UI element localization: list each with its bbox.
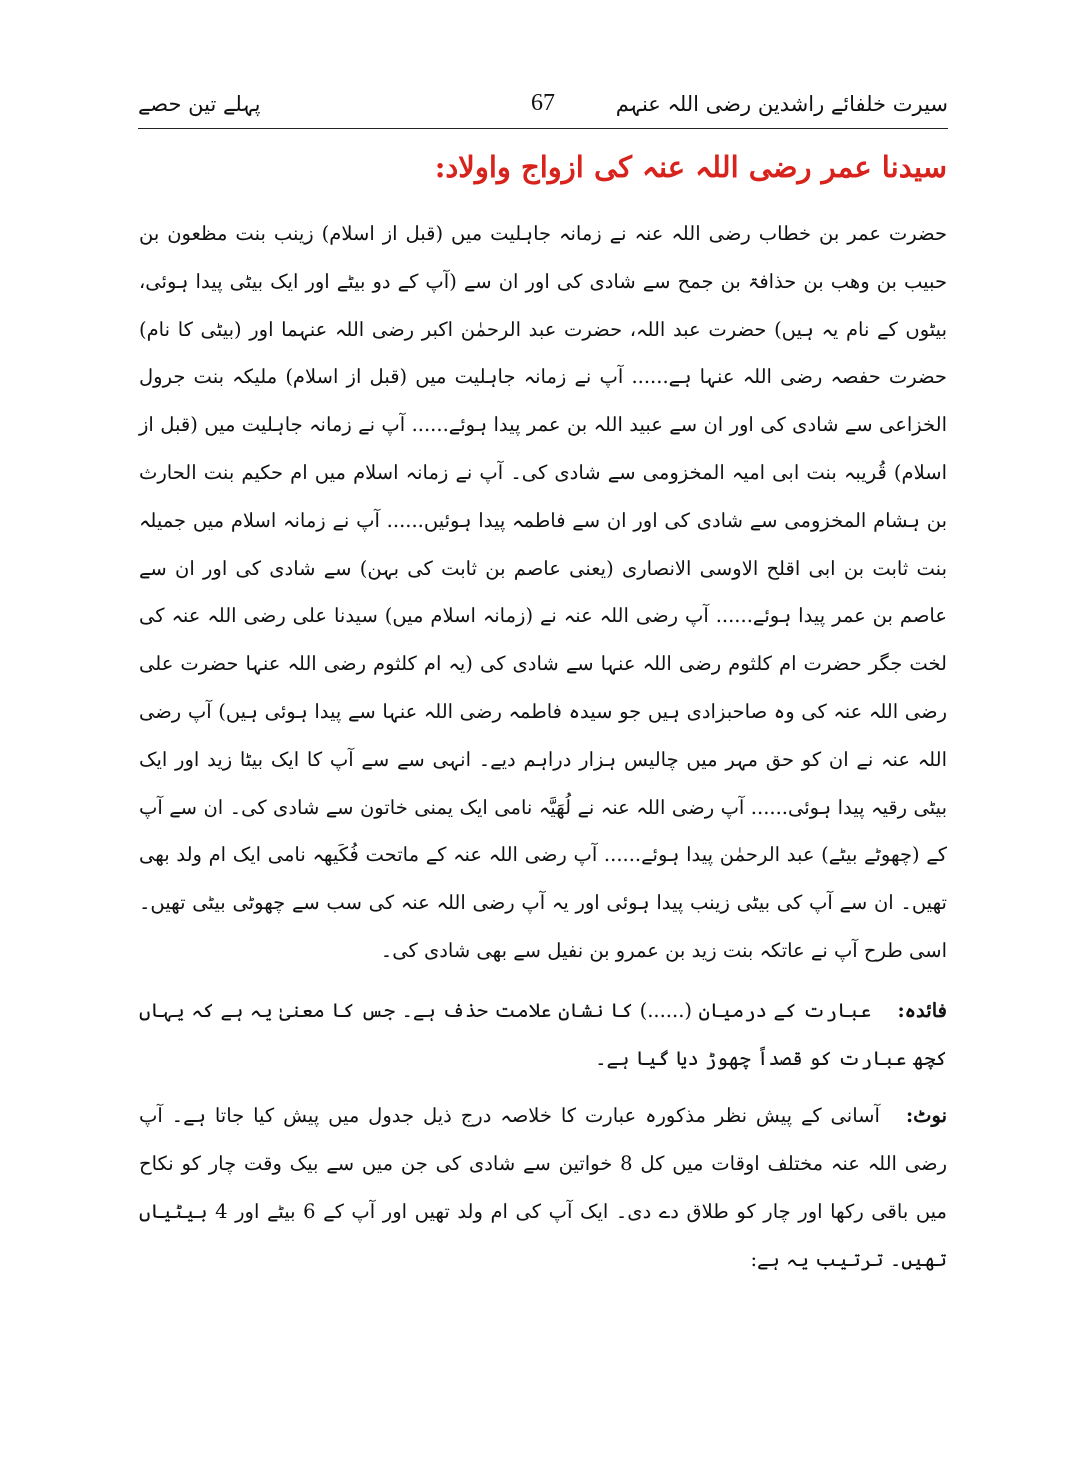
fayda-note: [139, 987, 947, 1083]
main-paragraph: حضرت عمر بن خطاب رضی اللہ عنہ نے زمانہ جاہلیت میں (قبل از اسلام) زینب بنت مظعون بن حبیب بن وھب بن حذافۃ بن جمح سے شادی کی اور ان سے (آپ کے دو بیٹے اور ایک بیٹی پیدا ہوئی، بیٹوں کے نام یہ ہیں) حضرت عبد اللہ، حضرت عبد الرحمٰن اکبر رضی اللہ عنہما اور (بیٹی کا نام) حضرت حفصہ رضی اللہ عنہا ہے...... آپ نے زمانہ جاہلیت میں (قبل از اسلام) ملیکہ بنت جرول الخزاعی سے شادی کی اور ان سے عبید اللہ بن عمر پیدا ہوئے...... آپ نے زمانہ جاہلیت میں (قبل از اسلام) قُریبہ بنت ابی امیہ المخزومی سے شادی کی۔ آپ نے زمانہ اسلام میں ام حکیم بنت الحارث بن ہشام المخزومی سے شادی کی اور ان سے فاطمہ پیدا ہوئیں...... آپ نے زمانہ اسلام میں جمیلہ بنت ثابت بن ابی اقلح الاوسی الانصاری (یعنی عاصم بن ثابت کی بہن) سے شادی کی اور ان سے عاصم بن عمر پیدا ہوئے...... آپ رضی اللہ عنہ نے (زمانہ اسلام میں) سیدنا علی رضی اللہ عنہ کی لخت جگر حضرت ام کلثوم رضی اللہ عنہا سے شادی کی (یہ ام کلثوم رضی اللہ عنہا حضرت علی رضی اللہ عنہ کی وہ صاحبزادی ہیں جو سیدہ فاطمہ رضی اللہ عنہا سے پیدا ہوئی ہیں) آپ رضی اللہ عنہ نے ان کو حق مہر میں چالیس ہزار دراہم دیے۔ انہی سے سے آپ کا ایک بیٹا زید اور ایک بیٹی رقیہ پیدا ہوئی...... آپ رضی اللہ عنہ نے لُھَیَّہ نامی ایک یمنی خاتون سے شادی کی۔ ان سے آپ کے (چھوٹے بیٹے) عبد الرحمٰن پیدا ہوئے...... آپ رضی اللہ عنہ کے ماتحت فُکَیھہ نامی ایک ام ولد بھی تھیں۔ ان سے آپ کی بیٹی زینب پیدا ہوئی اور یہ آپ رضی اللہ عنہ کی سب سے چھوٹی بیٹی تھیں۔ اسی طرح آپ نے عاتکہ بنت زید بن عمرو بن نفیل سے بھی شادی کی۔: [139, 222, 948, 962]
book-title: سیرت خلفائے راشدین رضی اللہ عنہم: [615, 92, 948, 116]
body-text: [139, 210, 947, 1284]
part-label: پہلے تین حصے: [138, 92, 261, 116]
page-number: 67: [531, 90, 555, 116]
running-header: [138, 88, 948, 129]
section-title: سیدنا عمر رضی اللہ عنہ کی ازواج واولاد:: [434, 150, 947, 184]
fayda-label: فائدہ:: [897, 998, 947, 1022]
note-label: نوٹ:: [905, 1104, 947, 1128]
summary-note: [139, 1092, 947, 1283]
fayda-text: عبارت کے درمیان (......) کا نشان علامت حذف ہے۔ جس کا معنیٰ یہ ہے کہ یہاں کچھ عبارت کو قصداً چھوڑ دیا گیا ہے۔: [139, 998, 947, 1070]
note-text: آسانی کے پیش نظر مذکورہ عبارت کا خلاصہ درج ذیل جدول میں پیش کیا جاتا ہے۔ آپ رضی اللہ عنہ مختلف اوقات میں کل 8 خواتین سے شادی کی جن میں سے بیک وقت چار کو نکاح میں باقی رکھا اور چار کو طلاق دے دی۔ ایک آپ کی ام ولد تھیں اور آپ کے 6 بیٹے اور 4 بیٹیاں تھیں۔ ترتیب یہ ہے:: [139, 1104, 948, 1271]
